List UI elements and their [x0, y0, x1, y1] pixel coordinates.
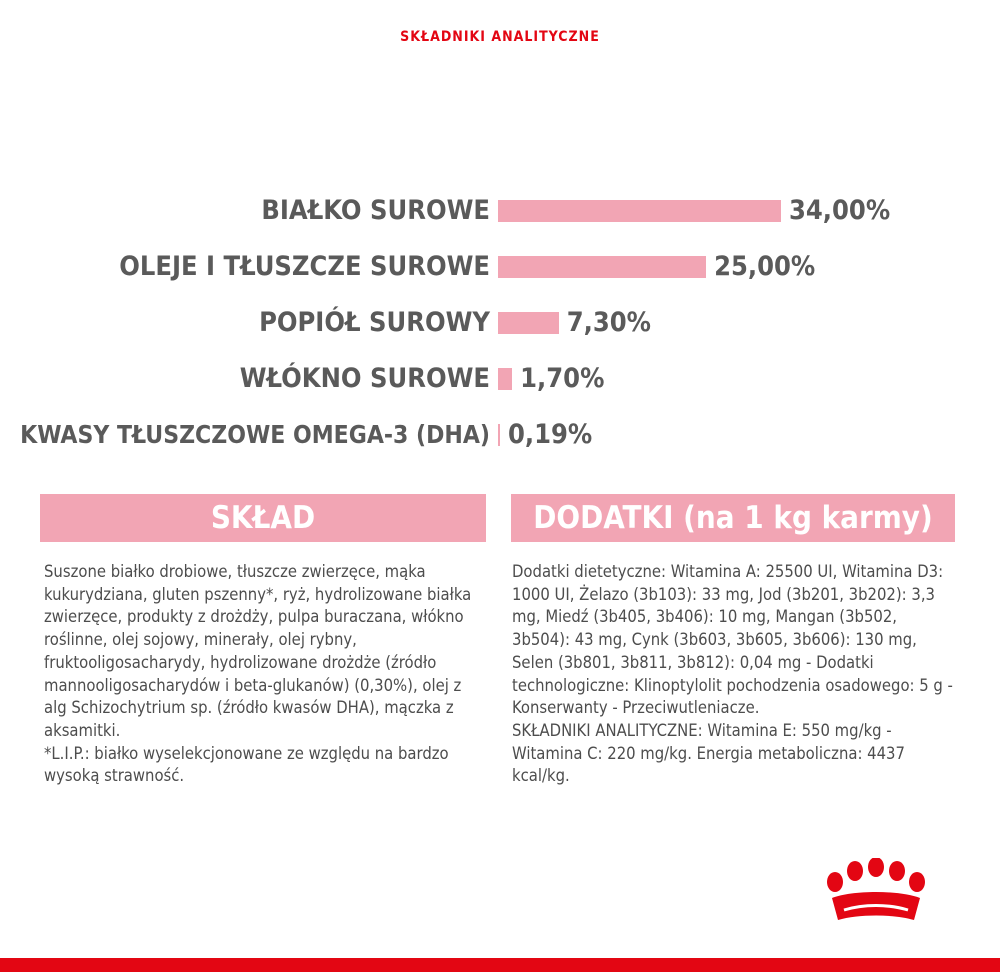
- bar: [498, 312, 559, 334]
- composition-text: [44, 561, 472, 788]
- bar: [498, 424, 500, 446]
- additives-paragraph: Dodatki dietetyczne: Witamina A: 25500 UI, Witamina D3: 1000 UI, Żelazo (3b103): 33 mg, Jod (3b201, 3b202): 3,3 mg, Miedź (3b405, 3b406): 10 mg, Mangan (3b502, 3b504): 43 mg, Cynk (3b603, 3b605, 3b606): 130 mg, Selen (3b801, 3b811, 3b812): 0,04 mg - Dodatki technologiczne: Klinoptylolit pochodzenia osadowego: 5 g - Konserwanty - Przeciwutleniacze.: [512, 562, 953, 718]
- crown-pad: [909, 872, 925, 892]
- category-label: WŁÓKNO SUROWE: [239, 363, 490, 394]
- value-label: 0,19%: [508, 419, 593, 450]
- crown-icon: [824, 858, 928, 926]
- value-label: 1,70%: [520, 363, 605, 394]
- crown-pad: [889, 861, 905, 881]
- category-label: BIAŁKO SUROWE: [261, 195, 490, 226]
- value-label: 34,00%: [789, 195, 891, 226]
- bottom-stripe: [0, 958, 1000, 972]
- page-title: SKŁADNIKI ANALITYCZNE: [400, 29, 600, 45]
- additives-heading: DODATKI (na 1 kg karmy): [511, 494, 955, 542]
- analytical-paragraph: SKŁADNIKI ANALITYCZNE: Witamina E: 550 mg/kg - Witamina C: 220 mg/kg. Energia metaboliczna: 4437 kcal/kg.: [512, 720, 905, 786]
- category-label: KWASY TŁUSZCZOWE OMEGA-3 (DHA): [20, 420, 490, 449]
- value-label: 25,00%: [714, 251, 816, 282]
- crown-pad: [868, 858, 884, 877]
- additives-text: [512, 561, 957, 788]
- bar: [498, 256, 706, 278]
- nutrient-bar-chart: [0, 180, 1000, 470]
- value-label: 7,30%: [566, 307, 652, 338]
- bar: [498, 200, 781, 222]
- composition-heading: SKŁAD: [40, 494, 486, 542]
- composition-paragraph: Suszone białko drobiowe, tłuszcze zwierzęce, mąka kukurydziana, gluten pszenny*, ryż, hydrolizowane białka zwierzęce, produkty z drożdży, pulpa buraczana, włókno roślinne, olej sojowy, minerały, olej rybny, fruktooligosacharydy, hydrolizowane drożdże (źródło mannooligosacharydów i beta-glukanów) (0,30%), olej z alg Schizochytrium sp. (źródło kwasów DHA), mączka z aksamitki.: [44, 562, 472, 740]
- crown-pad: [827, 872, 843, 892]
- crown-pad: [847, 861, 863, 881]
- composition-footnote: *L.I.P.: białko wyselekcjonowane ze względu na bardzo wysoką strawność.: [44, 743, 449, 786]
- category-label: OLEJE I TŁUSZCZE SUROWE: [119, 251, 490, 282]
- category-label: POPIÓŁ SUROWY: [259, 307, 490, 338]
- bar: [498, 368, 512, 390]
